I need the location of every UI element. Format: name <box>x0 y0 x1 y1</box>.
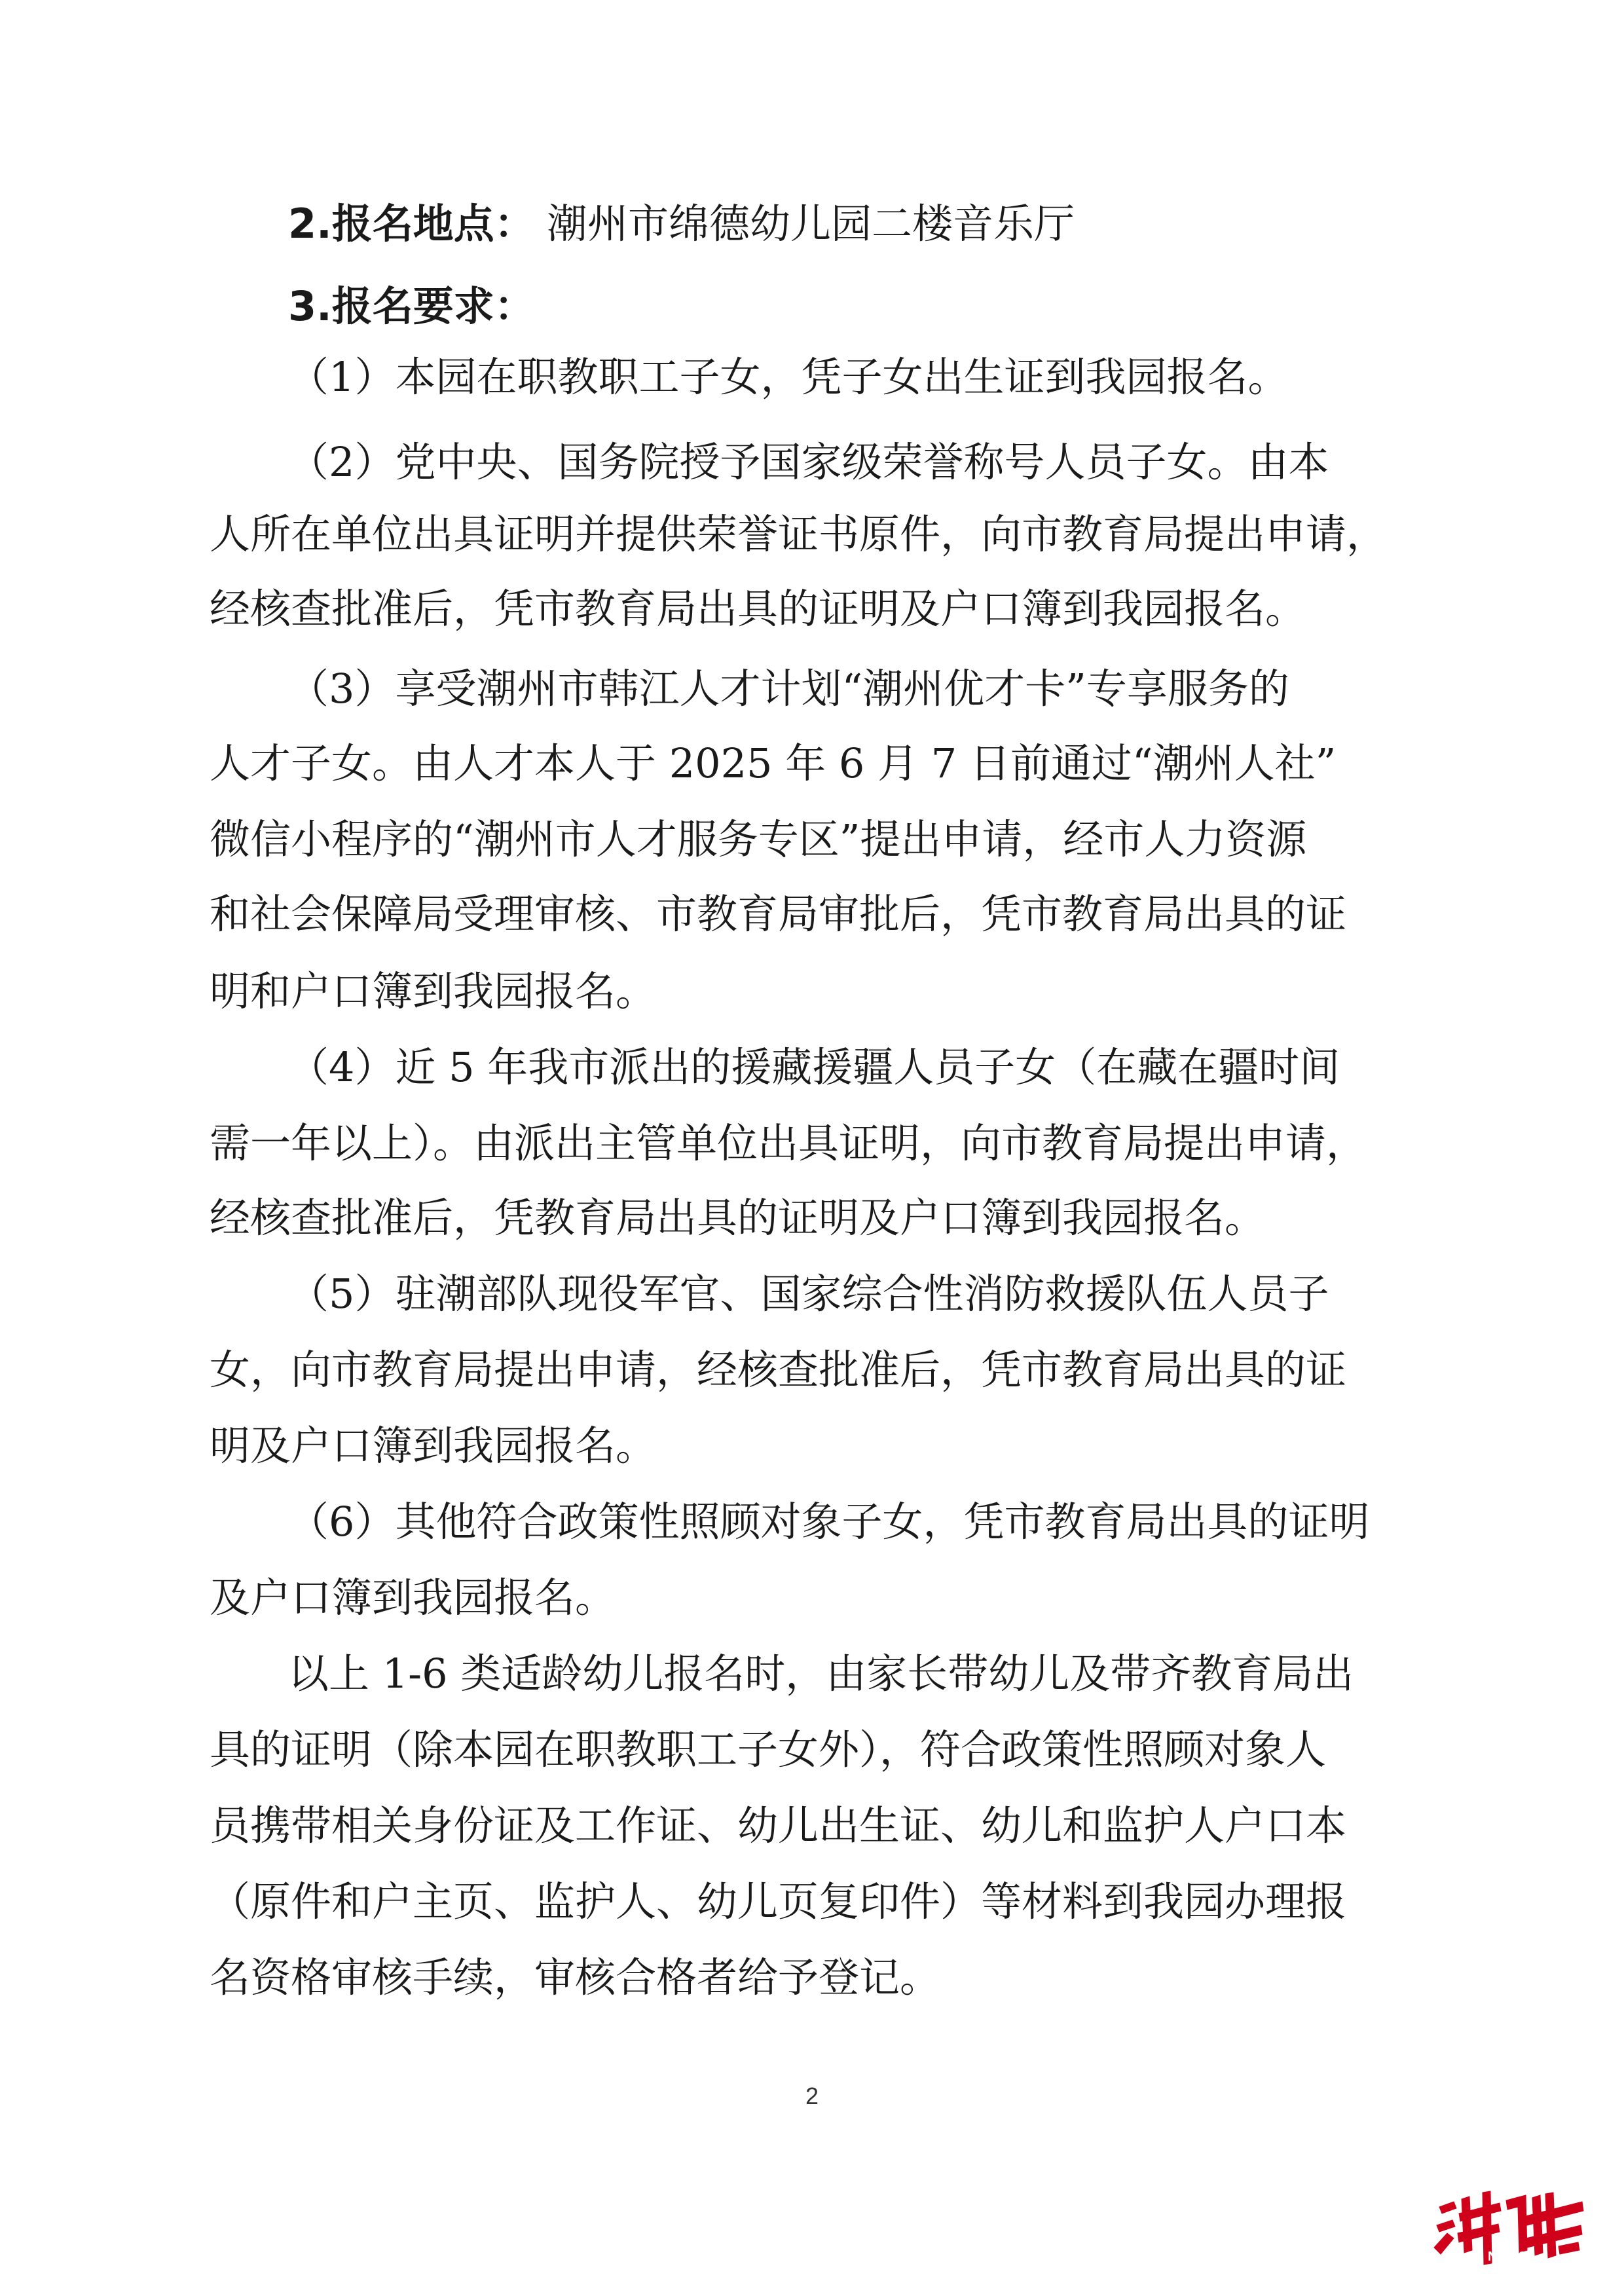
text-line <box>0 1724 1624 1776</box>
registration-location-value: 潮州市绵德幼儿园二楼音乐厅 <box>547 200 1075 248</box>
paragraph-item-3 <box>0 663 1624 715</box>
text-line: 人所在单位出具证明并提供荣誉证书原件，向市教育局提出申请， <box>210 510 1388 558</box>
heading-registration-location: 2.报名地点： <box>288 200 535 248</box>
text-line: 员携带相关身份证及工作证、幼儿出生证、幼儿和监护人户口本 <box>210 1802 1347 1849</box>
text-line <box>0 583 1624 635</box>
text-line: （1）本园在职教职工子女，凭子女出生证到我园报名。 <box>288 353 1289 401</box>
text-line <box>0 1952 1624 2004</box>
text-line: 微信小程序的“潮州市人才服务专区”提出申请，经市人力资源 <box>210 815 1307 863</box>
chaoxin-logo-icon <box>1428 2187 1591 2279</box>
text-line: （2）党中央、国务院授予国家级荣誉称号人员子女。由本 <box>288 438 1329 486</box>
news-logo-watermark <box>1428 2187 1591 2279</box>
paragraph-item-4 <box>0 1041 1624 1094</box>
text-line <box>0 813 1624 866</box>
text-line <box>0 888 1624 940</box>
text-line: （6）其他符合政策性照顾对象子女，凭市教育局出具的证明 <box>288 1498 1370 1546</box>
text-line: 需一年以上）。由派出主管单位出具证明，向市教育局提出申请， <box>210 1119 1367 1167</box>
page-number: 2 <box>805 2083 819 2109</box>
text-line <box>0 1117 1624 1170</box>
paragraph-summary <box>0 1648 1624 1700</box>
text-line <box>0 737 1624 790</box>
text-line <box>0 1344 1624 1396</box>
text-line: 经核查批准后，凭教育局出具的证明及户口簿到我园报名。 <box>210 1194 1266 1242</box>
paragraph-item-6 <box>0 1496 1624 1548</box>
paragraph-item-1 <box>0 351 1624 403</box>
text-line: 明和户口簿到我园报名。 <box>210 967 657 1015</box>
heading-registration-requirements: 3.报名要求： <box>288 282 535 330</box>
paragraph-item-2 <box>0 436 1624 489</box>
text-line <box>0 198 1624 250</box>
text-line: 名资格审核手续，审核合格者给予登记。 <box>210 1953 941 2001</box>
text-line: 人才子女。由人才本人于 2025 年 6 月 7 日前通过“潮州人社” <box>210 739 1337 787</box>
news-subtext: NEWS <box>1488 2250 1527 2264</box>
text-line <box>0 1800 1624 1852</box>
text-line <box>0 1420 1624 1472</box>
text-line: 女，向市教育局提出申请，经核查批准后，凭市教育局出具的证 <box>210 1346 1347 1394</box>
text-line <box>0 280 1624 333</box>
text-line <box>0 1876 1624 1928</box>
paragraph-item-5 <box>0 1268 1624 1320</box>
text-line: 及户口簿到我园报名。 <box>210 1574 616 1621</box>
text-line <box>0 1192 1624 1244</box>
text-line: （4）近 5 年我市派出的援藏援疆人员子女（在藏在疆时间 <box>288 1043 1340 1091</box>
text-line <box>0 1572 1624 1624</box>
text-line: 经核查批准后，凭市教育局出具的证明及户口簿到我园报名。 <box>210 585 1306 633</box>
text-line: 明及户口簿到我园报名。 <box>210 1422 657 1470</box>
text-line <box>0 508 1624 561</box>
text-line: （5）驻潮部队现役军官、国家综合性消防救援队伍人员子 <box>288 1270 1329 1318</box>
text-line: （原件和户主页、监护人、幼儿页复印件）等材料到我园办理报 <box>210 1878 1347 1925</box>
text-line: 和社会保障局受理审核、市教育局审批后，凭市教育局出具的证 <box>210 890 1347 938</box>
text-line: 以上 1-6 类适龄幼儿报名时，由家长带幼儿及带齐教育局出 <box>288 1650 1354 1697</box>
text-line: （3）享受潮州市韩江人才计划“潮州优才卡”专享服务的 <box>288 665 1289 713</box>
text-line <box>0 965 1624 1018</box>
text-line: 具的证明（除本园在职教职工子女外），符合政策性照顾对象人 <box>210 1726 1327 1773</box>
